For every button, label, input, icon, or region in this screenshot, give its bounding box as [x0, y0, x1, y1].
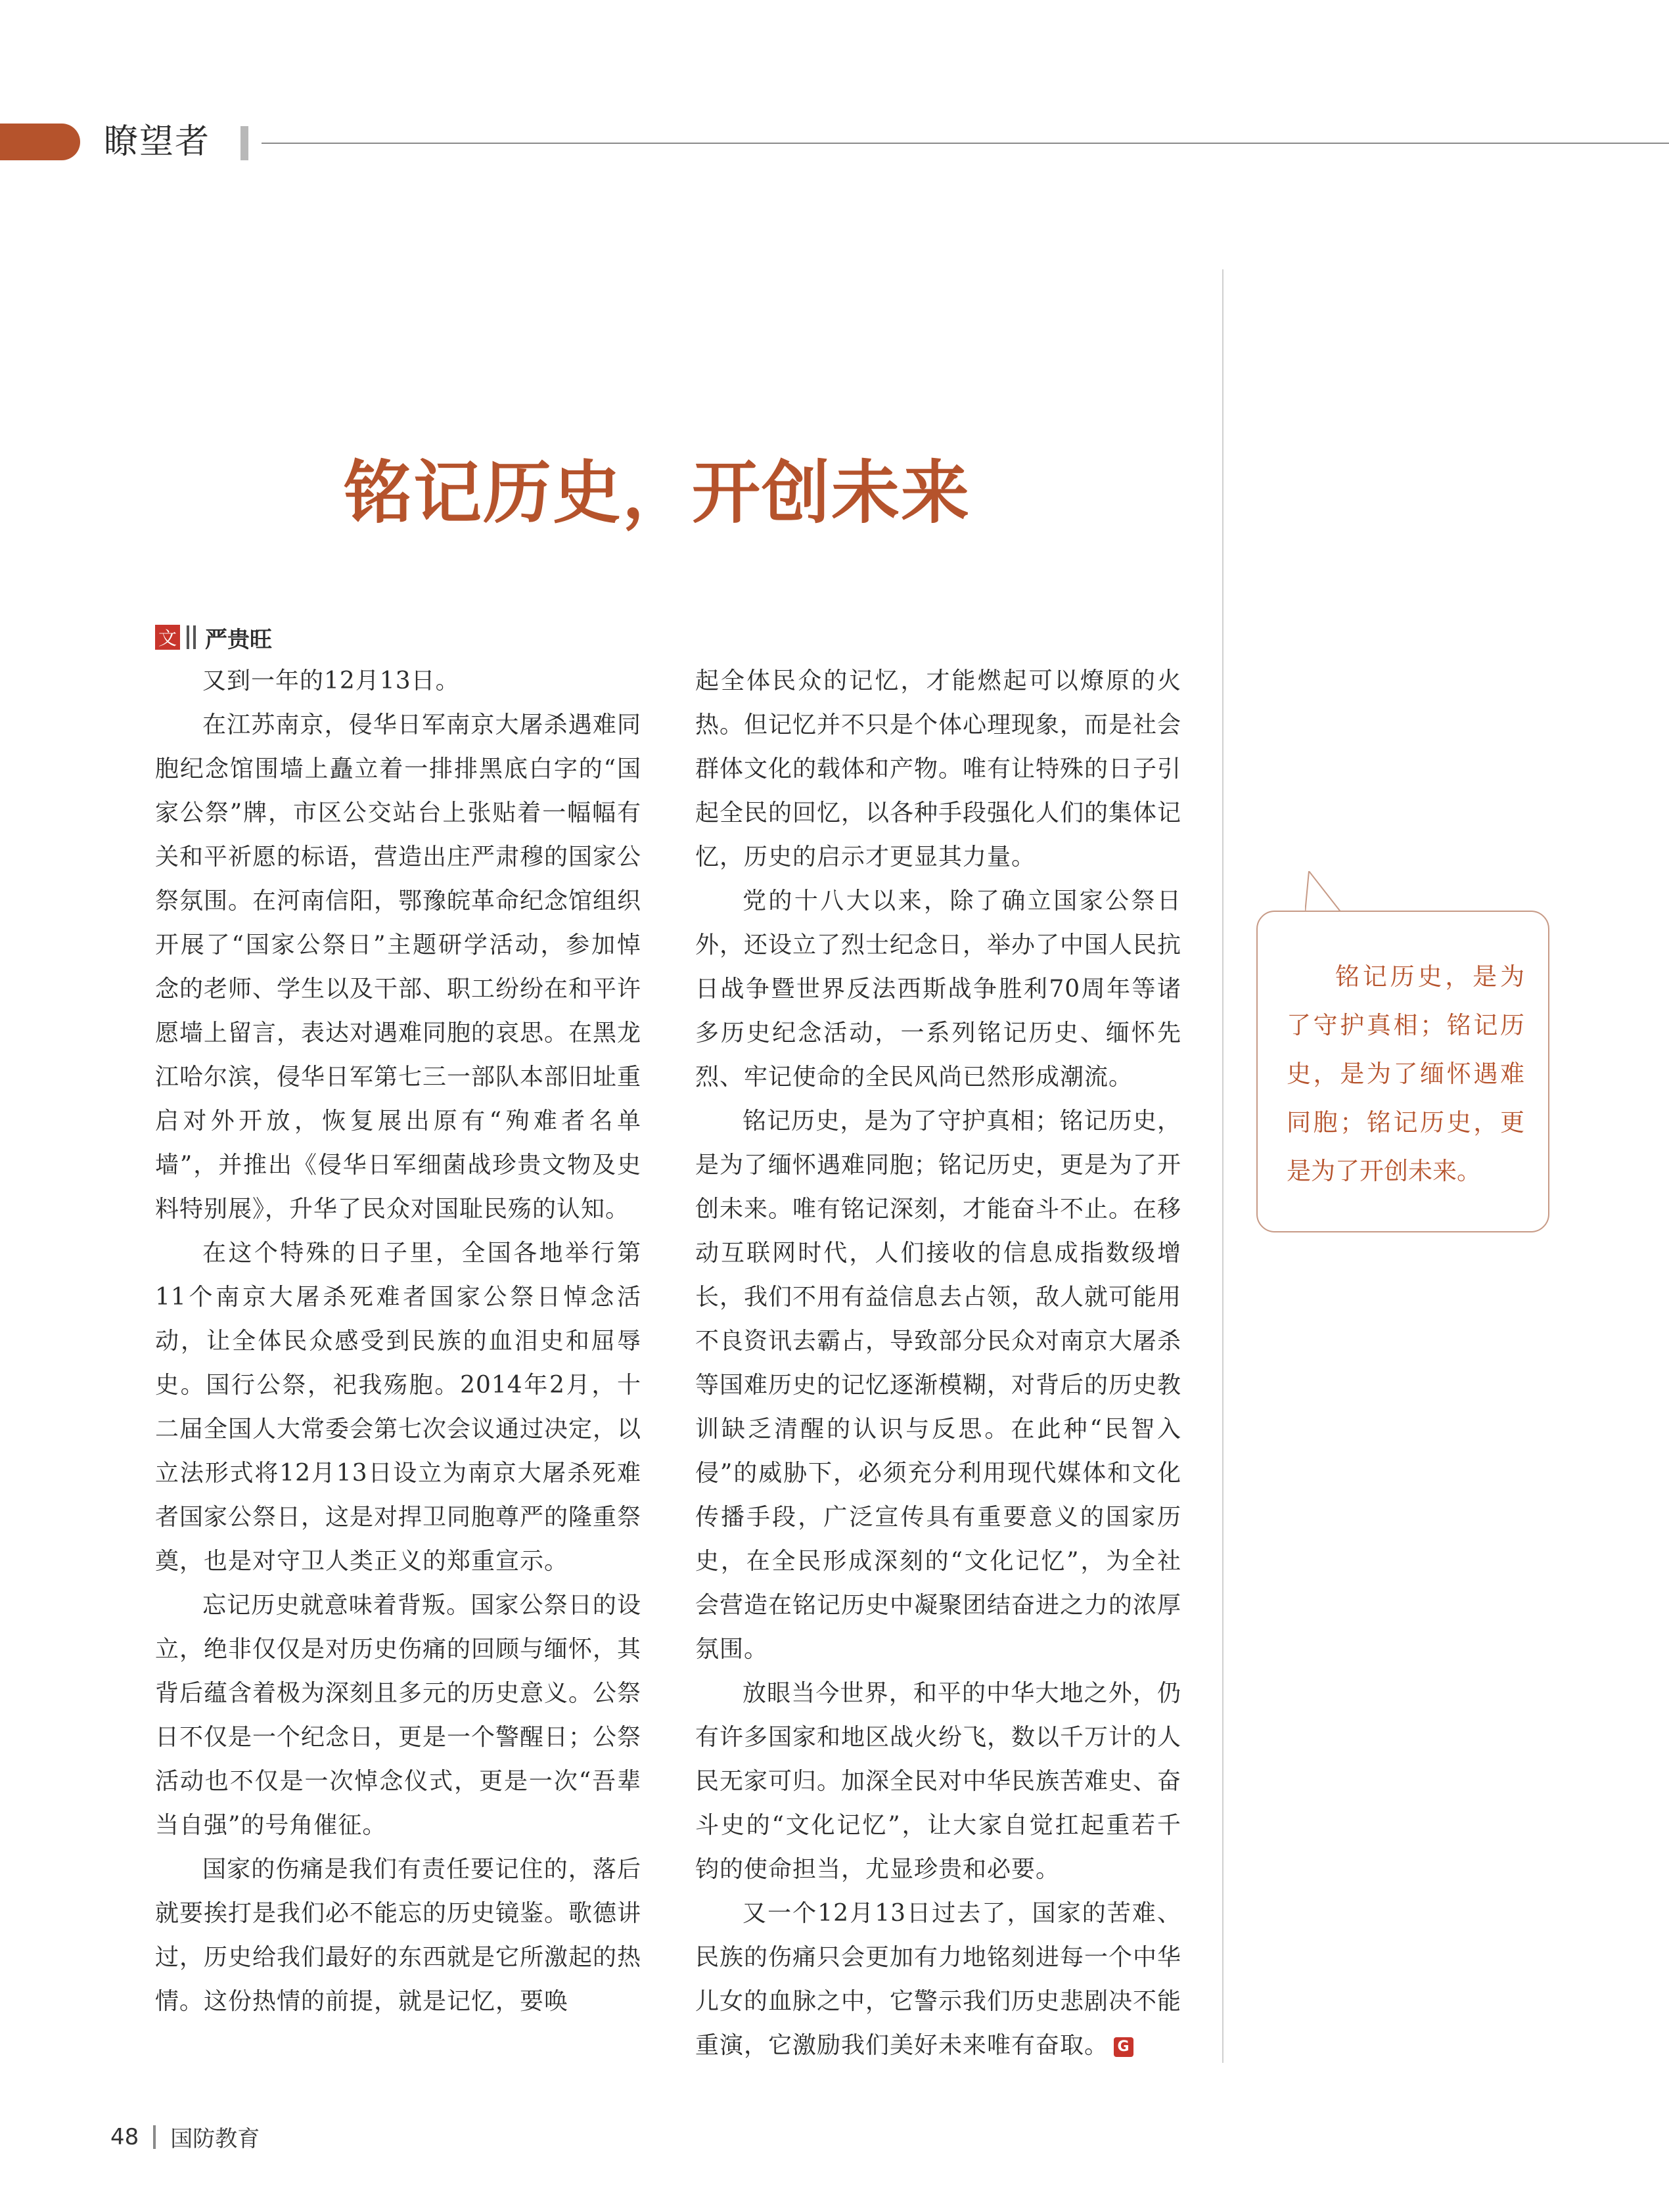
final-paragraph: [695, 1891, 1181, 2067]
paragraph: 忘记历史就意味着背叛。国家公祭日的设立，绝非仅仅是对历史伤痛的回顾与缅怀，其背后蕴含着极为深刻且多元的历史意义。公祭日不仅是一个纪念日，更是一个警醒日；公祭活动也不仅是一次悼念仪式，更是一次“吾辈当自强”的号角催征。: [155, 1592, 641, 1839]
final-paragraph-text: 又一个12月13日过去了，国家的苦难、民族的伤痛只会更加有力地铭刻进每一个中华儿女的血脉之中，它警示我们历史悲剧决不能重演，它激励我们美好未来唯有奋取。: [695, 1900, 1181, 2059]
body-column-right: [695, 659, 1181, 2071]
article-title: 铭记历史，开创未来: [343, 452, 971, 533]
paragraph: 国家的伤痛是我们有责任要记住的，落后就要挨打是我们必不能忘的历史镜鉴。歌德讲过，历史给我们最好的东西就是它所激起的热情。这份热情的前提，就是记忆，要唤: [155, 1856, 641, 2015]
paragraph: 铭记历史，是为了守护真相；铭记历史，是为了缅怀遇难同胞；铭记历史，更是为了开创未来。唯有铭记深刻，才能奋斗不止。在移动互联网时代，人们接收的信息成指数级增长，我们不用有益信息去占领，敌人就可能用不良资讯去霸占，导致部分民众对南京大屠杀等国难历史的记忆逐渐模糊，对背后的历史教训缺乏清醒的认识与反思。在此种“民智入侵”的威胁下，必须充分利用现代媒体和文化传播手段，广泛宣传具有重要意义的国家历史，在全民形成深刻的“文化记忆”，为全社会营造在铭记历史中凝聚团结奋进之力的浓厚氛围。: [695, 1108, 1181, 1663]
byline-separator: [187, 625, 189, 649]
author-name: 严贵旺: [205, 626, 272, 653]
end-mark-icon: G: [1114, 2037, 1133, 2057]
paragraph: 在江苏南京，侵华日军南京大屠杀遇难同胞纪念馆围墙上矗立着一排排黑底白字的“国家公祭”牌，市区公交站台上张贴着一幅幅有关和平祈愿的标语，营造出庄严肃穆的国家公祭氛围。在河南信阳，鄂豫皖革命纪念馆组织开展了“国家公祭日”主题研学活动，参加悼念的老师、学生以及干部、职工纷纷在和平许愿墙上留言，表达对遇难同胞的哀思。在黑龙江哈尔滨，侵华日军第七三一部队本部旧址重启对外开放，恢复展出原有“殉难者名单墙”，并推出《侵华日军细菌战珍贵文物及史料特别展》，升华了民众对国耻民殇的认知。: [155, 711, 641, 1223]
pull-quote: [1256, 911, 1549, 1232]
paragraph: 放眼当今世界，和平的中华大地之外，仍有许多国家和地区战火纷飞，数以千万计的人民无家可归。加深全民对中华民族苦难史、奋斗史的“文化记忆”，让大家自觉扛起重若千钧的使命担当，尤显珍贵和必要。: [695, 1680, 1181, 1883]
footer-separator: [153, 2125, 156, 2149]
paragraph: 又到一年的12月13日。: [202, 667, 460, 694]
paragraph: 在这个特殊的日子里，全国各地举行第11个南京大屠杀死难者国家公祭日悼念活动，让全体民众感受到民族的血泪史和屈辱史。国行公祭，祀我殇胞。2014年2月，十二届全国人大常委会第七次会议通过决定，以立法形式将12月13日设立为南京大屠杀死难者国家公祭日，这是对捍卫同胞尊严的隆重祭奠，也是对守卫人类正义的郑重宣示。: [155, 1240, 641, 1575]
page-number: 48: [110, 2123, 139, 2150]
header-rule: [262, 143, 1669, 144]
paragraph: 党的十八大以来，除了确立国家公祭日外，还设立了烈士纪念日，举办了中国人民抗日战争暨世界反法西斯战争胜利70周年等诸多历史纪念活动，一系列铭记历史、缅怀先烈、牢记使命的全民风尚已然形成潮流。: [695, 888, 1181, 1091]
section-tab-marker: [0, 124, 80, 160]
byline-separator: [193, 625, 196, 649]
page-footer: [110, 2121, 260, 2153]
pull-quote-text: 铭记历史，是为了守护真相；铭记历史，是为了缅怀遇难同胞；铭记历史，更是为了开创未来。: [1287, 962, 1524, 1185]
section-separator: [240, 126, 248, 160]
author-badge-icon: 文: [155, 625, 180, 650]
paragraph-continuation: 起全体民众的记忆，才能燃起可以燎原的火热。但记忆并不只是个体心理现象，而是社会群体文化的载体和产物。唯有让特殊的日子引起全民的回忆，以各种手段强化人们的集体记忆，历史的启示才更显其力量。: [695, 667, 1181, 870]
magazine-name: 国防教育: [170, 2126, 260, 2152]
body-column-left: [155, 659, 641, 2071]
section-title: 瞭望者: [104, 122, 211, 162]
pull-quote-tail: [1305, 871, 1342, 913]
byline: [155, 620, 272, 654]
